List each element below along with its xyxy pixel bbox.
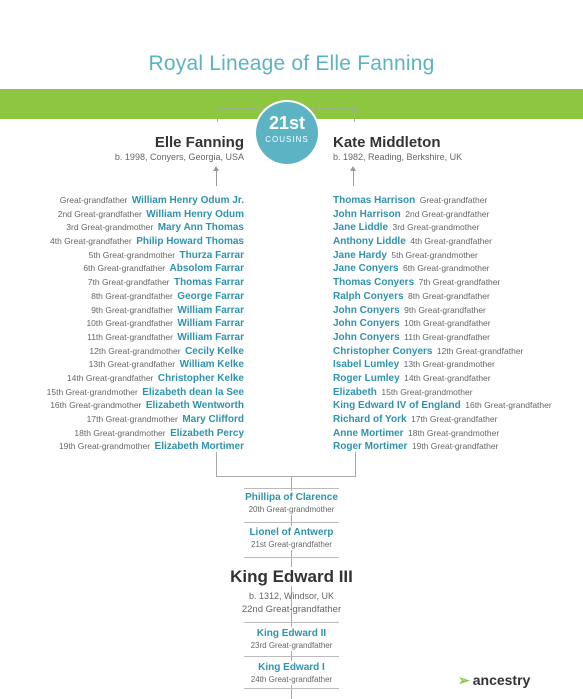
ancestor-name: William Kelke: [179, 359, 244, 371]
ancestor-name: King Edward I: [258, 662, 325, 673]
ancestor-edward-iii: [0, 567, 583, 616]
relation-label: 10th Great-grandfather: [86, 318, 173, 329]
relation-label: Great-grandfather: [419, 195, 488, 205]
right-person-name: Kate Middleton: [333, 134, 441, 151]
lineage-row: [333, 438, 552, 452]
lineage-row: [333, 356, 552, 370]
left-person-info: b. 1998, Conyers, Georgia, USA: [114, 152, 244, 162]
relation-label: 2nd Great-grandfather: [57, 208, 142, 219]
ancestor-name: Christopher Conyers: [333, 345, 433, 357]
ancestor-name: Roger Lumley: [333, 372, 400, 384]
relation-label: 6th Great-grandfather: [83, 263, 166, 274]
relation-label: 8th Great-grandfather: [91, 290, 173, 301]
ancestor-name: Mary Ann Thomas: [157, 222, 244, 234]
divider: [244, 557, 339, 558]
cousin-badge: [256, 102, 318, 164]
relation-label: 15th Great-grandmother: [381, 386, 473, 397]
page-title: Royal Lineage of Elle Fanning: [148, 52, 435, 75]
lineage-row: [333, 384, 552, 398]
relation-label: 15th Great-grandmother: [46, 386, 138, 397]
lineage-row: [47, 329, 244, 343]
relation-label: 2nd Great-grandfather: [405, 208, 490, 219]
lineage-row: [47, 356, 244, 370]
relation-label: 14th Great-grandfather: [66, 372, 154, 383]
relation-label: 6th Great-grandmother: [403, 263, 490, 274]
relation-label: 17th Great-grandfather: [411, 414, 498, 424]
relation-label: 7th Great-grandfather: [418, 277, 501, 288]
lineage-row: [333, 302, 552, 316]
ancestor-name: William Farrar: [177, 318, 244, 330]
lineage-row: [333, 233, 552, 247]
lineage-row: [333, 247, 552, 261]
lineage-row: [333, 288, 552, 302]
relation-label: 13th Great-grandmother: [403, 359, 495, 370]
lineage-row: [333, 206, 552, 220]
ancestor-name: Christopher Kelke: [157, 372, 244, 384]
relation-label: 13th Great-grandfather: [88, 359, 176, 370]
divider: [244, 488, 339, 489]
lineage-row: [333, 411, 552, 425]
lineage-row: [47, 219, 244, 233]
lineage-row: [333, 260, 552, 274]
lineage-row: [333, 397, 552, 411]
ancestor-name: Anne Mortimer: [333, 427, 404, 439]
ancestor-info: b. 1312, Windsor, UK: [248, 591, 335, 601]
ancestor-name: Jane Conyers: [333, 263, 399, 275]
up-arrow-icon: [353, 170, 354, 186]
lineage-row: [47, 274, 244, 288]
ancestor-name: Thurza Farrar: [179, 249, 244, 261]
ancestor-name: Anthony Liddle: [333, 236, 406, 248]
ancestor-relation: 21st Great-grandfather: [251, 540, 332, 549]
leaf-icon: ➢: [458, 672, 470, 688]
relation-label: 11th Great-grandfather: [404, 331, 490, 342]
relation-label: 9th Great-grandfather: [91, 304, 173, 315]
badge-number: 21st: [268, 113, 306, 133]
ancestor-name: Jane Liddle: [333, 222, 389, 234]
ancestor-name: Elizabeth: [333, 386, 377, 398]
ancestor-name: John Conyers: [333, 331, 400, 343]
lineage-row: [333, 219, 552, 233]
relation-label: 16th Great-grandfather: [465, 400, 552, 411]
ancestor-name: John Harrison: [333, 208, 401, 220]
ancestor-name: Jane Hardy: [333, 249, 387, 261]
lineage-row: [47, 302, 244, 316]
relation-label: 18th Great-grandmother: [408, 427, 500, 438]
lineage-row: [47, 370, 244, 384]
lineage-row: [47, 438, 244, 452]
ancestor-name: Philip Howard Thomas: [136, 236, 244, 248]
ancestor-name: William Henry Odum: [146, 208, 244, 220]
ancestor-name: Isabel Lumley: [333, 359, 400, 371]
right-person-info: b. 1982, Reading, Berkshire, UK: [333, 152, 463, 162]
ancestor-lionel: [244, 526, 339, 550]
ancestor-name: William Henry Odum Jr.: [131, 195, 244, 206]
relation-label: 4th Great-grandfather: [410, 236, 492, 247]
ancestor-name: Elizabeth Percy: [170, 427, 244, 439]
relation-label: 3rd Great-grandmother: [66, 222, 154, 233]
up-arrow-icon: [216, 170, 217, 186]
bracket-bottom: [216, 476, 356, 477]
ancestor-name: George Farrar: [177, 290, 244, 302]
ancestor-relation: 22nd Great-grandfather: [241, 604, 342, 615]
lineage-row: [47, 288, 244, 302]
lineage-row: [47, 260, 244, 274]
relation-label: 9th Great-grandfather: [404, 304, 486, 315]
ancestor-name: Lionel of Antwerp: [249, 527, 334, 538]
ancestor-name: King Edward II: [256, 628, 327, 639]
ancestor-name: Mary Clifford: [182, 414, 244, 425]
lineage-row: [333, 274, 552, 288]
lineage-row: [333, 329, 552, 343]
relation-label: 7th Great-grandfather: [87, 277, 170, 288]
ancestor-phillipa: [244, 491, 339, 515]
ancestor-name: Ralph Conyers: [333, 290, 404, 302]
ancestor-name: King Edward III: [226, 567, 357, 586]
lineage-row: [47, 233, 244, 247]
divider: [244, 688, 339, 689]
lineage-row: [47, 206, 244, 220]
left-lineage-list: [47, 192, 244, 452]
ancestor-name: Thomas Harrison: [333, 195, 416, 206]
relation-label: 12th Great-grandmother: [89, 345, 181, 356]
ancestor-name: Elizabeth Mortimer: [154, 441, 244, 453]
ancestor-name: Elizabeth Wentworth: [145, 400, 244, 412]
ancestor-name: Richard of York: [333, 414, 407, 425]
relation-label: 16th Great-grandmother: [50, 400, 142, 411]
relation-label: 5th Great-grandmother: [88, 249, 176, 260]
divider: [244, 522, 339, 523]
relation-label: 14th Great-grandfather: [404, 372, 491, 383]
ancestor-relation: 20th Great-grandmother: [248, 505, 335, 514]
lineage-row: [47, 397, 244, 411]
ancestor-edward-i: [244, 661, 339, 685]
relation-label: 18th Great-grandmother: [74, 427, 166, 438]
relation-label: 11th Great-grandfather: [87, 331, 173, 342]
lineage-row: [333, 192, 552, 206]
ancestor-name: Phillipa of Clarence: [245, 492, 338, 503]
ancestor-name: John Conyers: [333, 318, 400, 330]
ancestor-name: John Conyers: [333, 304, 400, 316]
relation-label: 3rd Great-grandmother: [392, 222, 480, 233]
relation-label: 19th Great-grandmother: [58, 441, 151, 452]
badge-label: COUSINS: [265, 135, 309, 144]
bracket-left: [216, 452, 217, 476]
left-person-name: Elle Fanning: [154, 134, 244, 151]
relation-label: 12th Great-grandfather: [436, 345, 524, 356]
lineage-row: [47, 343, 244, 357]
lineage-row: [47, 315, 244, 329]
ancestry-logo: [458, 672, 530, 689]
relation-label: 19th Great-grandfather: [411, 441, 499, 452]
ancestor-relation: 23rd Great-grandfather: [250, 641, 333, 650]
lineage-row: [333, 315, 552, 329]
ancestor-relation: 24th Great-grandfather: [250, 675, 333, 684]
divider: [244, 656, 339, 657]
ancestor-name: Thomas Conyers: [333, 277, 415, 289]
relation-label: 17th Great-grandmother: [86, 414, 178, 424]
ancestor-name: Absolom Farrar: [169, 263, 244, 275]
relation-label: Great-grandfather: [59, 195, 128, 205]
bracket-right: [355, 452, 356, 476]
lineage-row: [333, 370, 552, 384]
ancestor-name: William Farrar: [177, 304, 244, 316]
lineage-row: [47, 411, 244, 425]
lineage-row: [333, 343, 552, 357]
divider: [244, 622, 339, 623]
right-lineage-list: [333, 192, 552, 452]
ancestor-name: Thomas Farrar: [173, 277, 244, 289]
ancestor-name: King Edward IV of England: [333, 400, 461, 412]
ancestor-name: William Farrar: [177, 331, 244, 343]
ancestor-edward-ii: [244, 627, 339, 651]
ancestor-name: Roger Mortimer: [333, 441, 408, 453]
lineage-row: [47, 247, 244, 261]
lineage-row: [47, 425, 244, 439]
relation-label: 8th Great-grandfather: [408, 290, 490, 301]
relation-label: 4th Great-grandfather: [50, 236, 132, 247]
ancestor-name: Elizabeth dean la See: [142, 386, 244, 398]
logo-text: ancestry: [472, 672, 531, 688]
ancestor-name: Cecily Kelke: [185, 345, 244, 357]
relation-label: 10th Great-grandfather: [404, 318, 491, 329]
relation-label: 5th Great-grandmother: [391, 249, 478, 260]
lineage-row: [333, 425, 552, 439]
